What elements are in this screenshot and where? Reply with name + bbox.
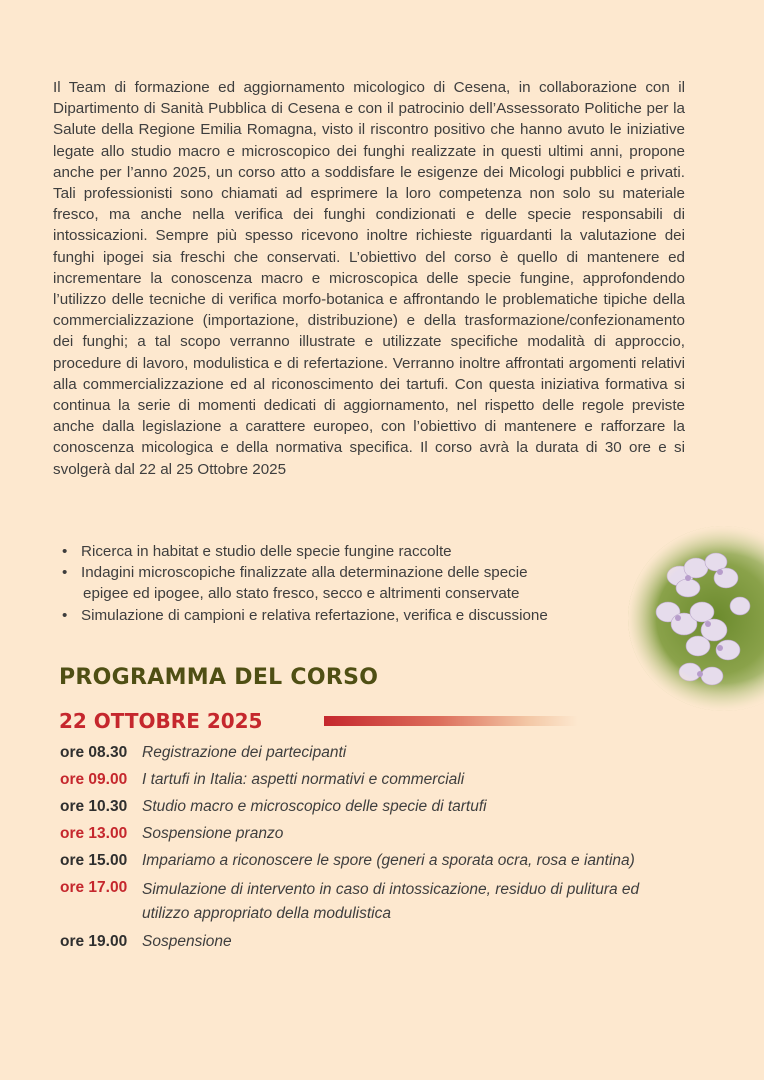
schedule-time: ore 15.00 xyxy=(60,852,128,869)
schedule-time: ore 09.00 xyxy=(60,771,128,788)
schedule-desc: Impariamo a riconoscere le spore (generi a sporata ocra, rosa e iantina) xyxy=(142,852,635,869)
schedule-desc: utilizzo appropriato della modulistica xyxy=(142,905,391,922)
schedule-desc: Sospensione pranzo xyxy=(142,825,284,842)
schedule-time: ore 08.30 xyxy=(60,744,128,761)
flower-photo-icon xyxy=(628,526,764,711)
topics-list xyxy=(60,541,620,626)
list-item xyxy=(60,562,620,604)
schedule-time: ore 17.00 xyxy=(60,879,128,896)
schedule-time: ore 10.30 xyxy=(60,798,128,815)
schedule-time: ore 19.00 xyxy=(60,933,128,950)
schedule-desc: Sospensione xyxy=(142,933,232,950)
list-item: • Simulazione di campioni e relativa refertazione, verifica e discussione xyxy=(60,605,620,626)
list-item: • Ricerca in habitat e studio delle specie fungine raccolte xyxy=(60,541,620,562)
schedule-desc: Registrazione dei partecipanti xyxy=(142,744,347,761)
date-heading: 22 OTTOBRE 2025 xyxy=(59,709,263,733)
program-title: PROGRAMMA DEL CORSO xyxy=(59,665,379,690)
intro-paragraph: Il Team di formazione ed aggiornamento micologico di Cesena, in collaborazione con il Dipartimento di Sanità Pubblica di Cesena e con il patrocinio dell’Assessorato Politiche per la Salute della Regione Emilia Romagna, visto il riscontro positivo che hanno avuto le iniziative legate allo studio macro e microscopico dei funghi realizzate in questi ultimi anni, propone anche per l’anno 2025, un corso atto a soddisfare le esigenze dei Micologi pubblici e privati. Tali professionisti sono chiamati ad esprimere la loro competenza non solo su materiale fresco, ma anche nella verifica dei funghi condizionati e delle specie responsabili di intossicazioni. Sempre più spesso ricevono inoltre richieste riguardanti la valutazione dei funghi ipogei sia freschi che conservati. L’obiettivo del corso è quello di mantenere ed incrementare la conoscenza macro e microscopica delle specie fungine, approfondendo l’utilizzo delle tecniche di verifica morfo-botanica e affrontando le problematiche tipiche della commercializzazione (importazione, distribuzione) e della trasformazione/confezionamento dei funghi; a tal scopo verranno illustrate e utilizzate specifiche modalità di approccio, procedure di lavoro, modulistica e di refertazione. Verranno inoltre affrontati argomenti relativi alla commercializzazione ed al riconoscimento dei tartufi. Con questa iniziativa formativa si continua la serie di momenti dedicati di aggiornamento, nel rispetto delle regole previste anche dalla legislazione a carattere europeo, con l’obiettivo di mantenere e rafforzare la conoscenza micologica e della normativa specifica. Il corso avrà la durata di 30 ore e si svolgerà dal 22 al 25 Ottobre 2025 xyxy=(53,79,685,478)
schedule-desc: Simulazione di intervento in caso di intossicazione, residuo di pulitura ed xyxy=(142,881,640,898)
date-divider xyxy=(324,716,578,726)
list-item-line: Indagini microscopiche finalizzate alla determinazione delle specie xyxy=(81,564,528,582)
schedule-desc: I tartufi in Italia: aspetti normativi e commerciali xyxy=(142,771,465,788)
list-item-line: epigee ed ipogee, allo stato fresco, secco e altrimenti conservate xyxy=(83,585,520,603)
schedule-time: ore 13.00 xyxy=(60,825,128,842)
schedule-desc: Studio macro e microscopico delle specie di tartufi xyxy=(142,798,487,815)
